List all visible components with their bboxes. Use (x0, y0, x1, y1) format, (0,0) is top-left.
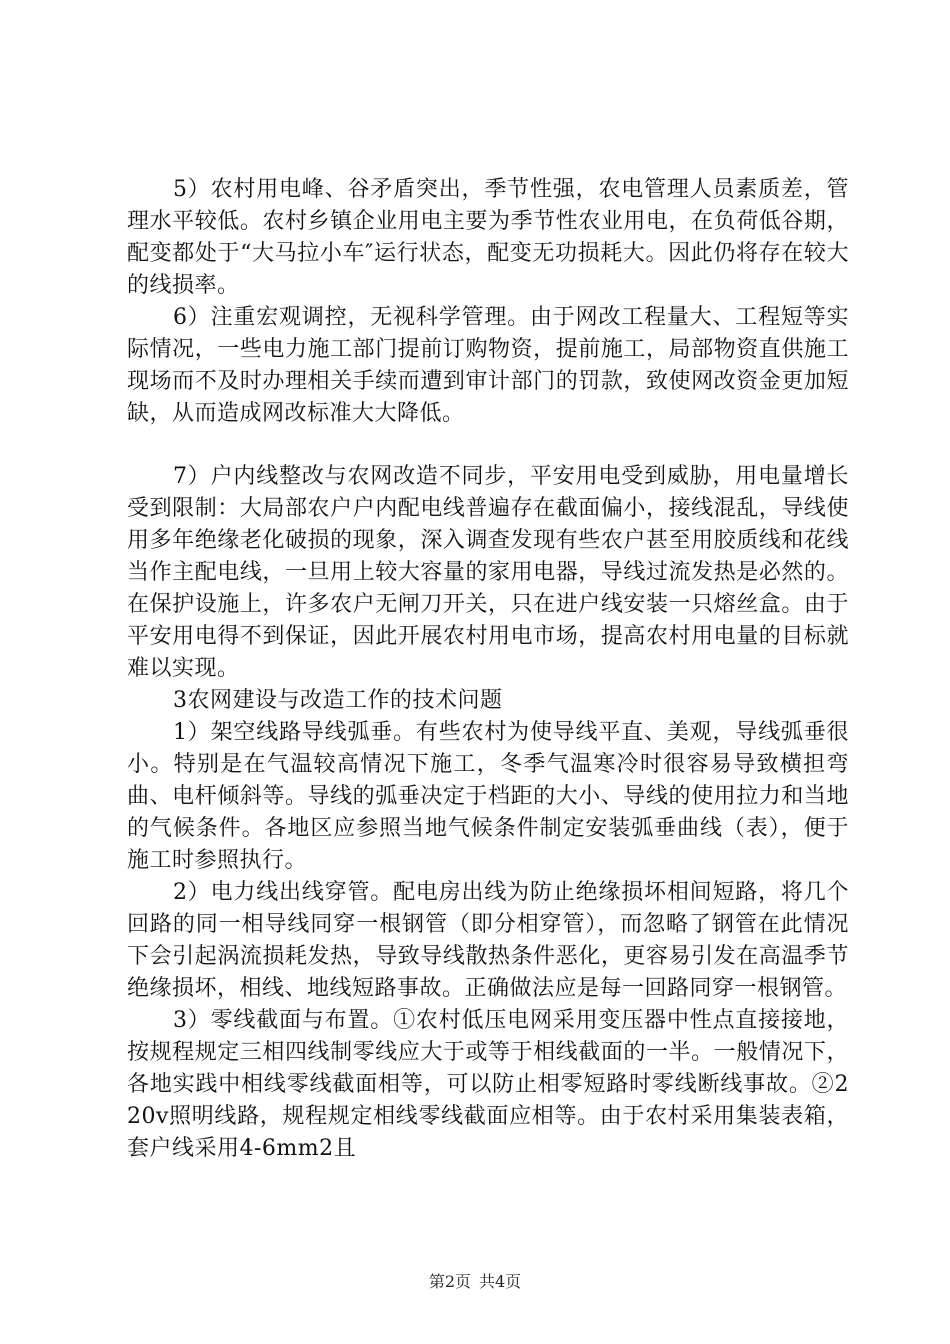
page-number: 第2页 (428, 1272, 471, 1291)
paragraph-gap (127, 430, 849, 461)
page-footer (0, 1272, 950, 1292)
section-heading: 3农网建设与改造工作的技术问题 (173, 688, 503, 713)
total-pages: 共4页 (479, 1272, 522, 1291)
paragraph-6: 6）注重宏观调控，无视科学管理。由于网改工程量大、工程短等实际情况，一些电力施工部门提前订购物资，提前施工，局部物资直供施工现场而不及时办理相关手续而遭到审计部门的罚款，致使网改资金更加短缺，从而造成网改标准大大降低。 (127, 305, 849, 426)
paragraph-tech-2: 2）电力线出线穿管。配电房出线为防止绝缘损坏相间短路，将几个回路的同一相导线同穿一根钢管（即分相穿管），而忽略了钢管在此情况下会引起涡流损耗发热，导致导线散热条件恶化，更容易引发在高温季节绝缘损坏，相线、地线短路事故。正确做法应是每一回路同穿一根钢管。 (127, 880, 849, 1001)
paragraph-7: 7）户内线整改与农网改造不同步，平安用电受到威胁，用电量增长受到限制：大局部农户户内配电线普遍存在截面偏小，接线混乱，导线使用多年绝缘老化破损的现象，深入调查发现有些农户甚至用胶质线和花线当作主配电线，一旦用上较大容量的家用电器，导线过流发热是必然的。在保护设施上，许多农户无闸刀开关，只在进户线安装一只熔丝盒。由于平安用电得不到保证，因此开展农村用电市场，提高农村用电量的目标就难以实现。 (127, 464, 849, 681)
paragraph-tech-1: 1）架空线路导线弧垂。有些农村为使导线平直、美观，导线弧垂很小。特别是在气温较高情况下施工，冬季气温寒冷时很容易导致横担弯曲、电杆倾斜等。导线的弧垂决定于档距的大小、导线的使用拉力和当地的气候条件。各地区应参照当地气候条件制定安装弧垂曲线（表），便于施工时参照执行。 (127, 720, 849, 873)
paragraph-5: 5）农村用电峰、谷矛盾突出，季节性强，农电管理人员素质差，管理水平较低。农村乡镇企业用电主要为季节性农业用电，在负荷低谷期，配变都处于“大马拉小车″运行状态，配变无功损耗大。因此仍将存在较大的线损率。 (127, 177, 849, 298)
document-body (127, 174, 849, 1165)
paragraph-tech-3: 3）零线截面与布置。①农村低压电网采用变压器中性点直接接地，按规程规定三相四线制零线应大于或等于相线截面的一半。一般情况下，各地实践中相线零线截面相等，可以防止相零短路时零线断线事故。②220v照明线路，规程规定相线零线截面应相等。由于农村采用集装表箱，套户线采用4-6mm2且 (127, 1008, 849, 1161)
